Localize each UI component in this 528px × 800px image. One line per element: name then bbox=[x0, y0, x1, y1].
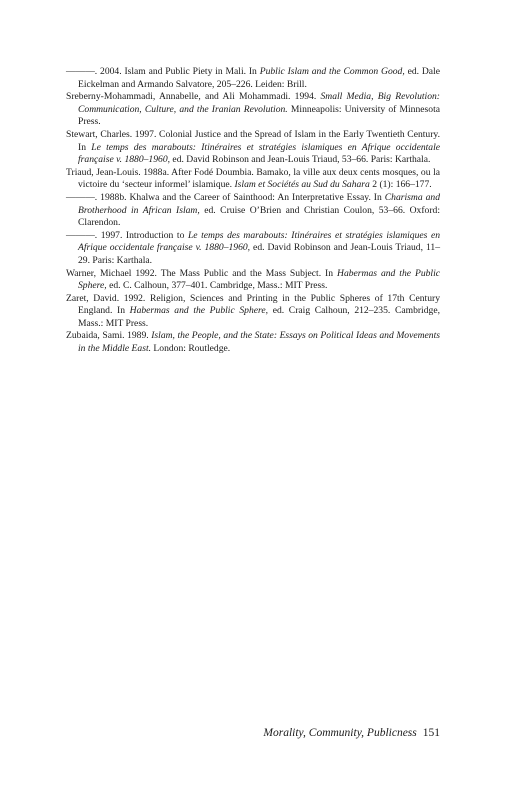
entry-text: ed. C. Calhoun, 377–401. Cambridge, Mass.: MIT Press. bbox=[106, 280, 328, 292]
bibliography-entry bbox=[66, 330, 440, 355]
entry-title-italic: Islam, the People, and the State: Essays on Political Ideas and Movements in the Middle East. bbox=[78, 330, 441, 355]
entry-text: ed. Dale Eickelman and Armando Salvatore, 205–226. Leiden: Brill. bbox=[78, 66, 440, 90]
bibliography-entry bbox=[66, 192, 440, 230]
bibliography-entry bbox=[66, 268, 440, 293]
entry-text: 2 (1): 166–177. bbox=[369, 179, 432, 191]
entry-text: ———. 1997. Introduction to bbox=[66, 229, 188, 241]
entry-text: ———. 1988b. Khalwa and the Career of Sainthood: An Interpretative Essay. In bbox=[66, 191, 385, 203]
page-footer bbox=[0, 727, 440, 739]
entry-text: London: Routledge. bbox=[151, 343, 231, 355]
bibliography-entry bbox=[66, 66, 440, 91]
entry-text: Sreberny-Mohammadi, Annabelle, and Ali Mohammadi. 1994. bbox=[66, 91, 321, 103]
bibliography-list bbox=[66, 66, 440, 356]
bibliography-entry bbox=[66, 129, 440, 167]
bibliography-entry bbox=[66, 230, 440, 268]
running-title: Morality, Community, Publicness bbox=[263, 727, 417, 739]
entry-text: Minneapolis: University of Minnesota Press. bbox=[78, 103, 440, 128]
bibliography-entry bbox=[66, 91, 440, 129]
entry-text: ed. David Robinson and Jean-Louis Triaud, 53–66. Paris: Karthala. bbox=[170, 154, 431, 166]
entry-text: Zubaida, Sami. 1989. bbox=[66, 330, 152, 342]
entry-text: ———. 2004. Islam and Public Piety in Mali. In bbox=[66, 66, 260, 77]
entry-text: Triaud, Jean-Louis. 1988a. After Fodé Doumbia. Bamako, la ville aux deux cents mosques, ou la victoire du ‘secteur informel’ islamique. bbox=[66, 166, 440, 191]
bibliography-entry bbox=[66, 293, 440, 331]
entry-text: Warner, Michael 1992. The Mass Public and the Mass Subject. In bbox=[66, 267, 338, 279]
page-number: 151 bbox=[422, 727, 440, 739]
entry-title-italic: Habermas and the Public Sphere, bbox=[129, 305, 269, 317]
entry-title-italic: Small Media, Big Revolution: Communication, Culture, and the Iranian Revolution. bbox=[78, 91, 440, 115]
entry-title-italic: Public Islam and the Common Good, bbox=[259, 66, 405, 77]
entry-title-italic: Islam et Sociétés au Sud du Sahara bbox=[234, 179, 370, 191]
entry-text: ed. Craig Calhoun, 212–235. Cambridge, Mass.: MIT Press. bbox=[78, 305, 440, 329]
entry-title-italic: Le temps des marabouts: Itinéraires et stratégies islamiques en Afrique occidentale française v. 1880–1960, bbox=[78, 141, 441, 166]
entry-title-italic: Le temps des marabouts: Itinéraires et stratégies islamiques en Afrique occidentale française v. 1880–1960, bbox=[78, 229, 441, 254]
entry-title-italic: Charisma and Brotherhood in African Islam, bbox=[78, 191, 440, 216]
entry-text: Stewart, Charles. 1997. Colonial Justice and the Spread of Islam in the Early Twentieth Century. In bbox=[66, 128, 440, 153]
entry-text: Zaret, David. 1992. Religion, Sciences and Printing in the Public Spheres of 17th Century England. In bbox=[66, 292, 440, 317]
bibliography-entry bbox=[66, 167, 440, 192]
entry-text: ed. Cruise O’Brien and Christian Coulon, 53–66. Oxford: Clarendon. bbox=[78, 204, 441, 229]
entry-text: ed. David Robinson and Jean-Louis Triaud, 11–29. Paris: Karthala. bbox=[78, 242, 440, 266]
entry-title-italic: Habermas and the Public Sphere, bbox=[78, 267, 440, 292]
